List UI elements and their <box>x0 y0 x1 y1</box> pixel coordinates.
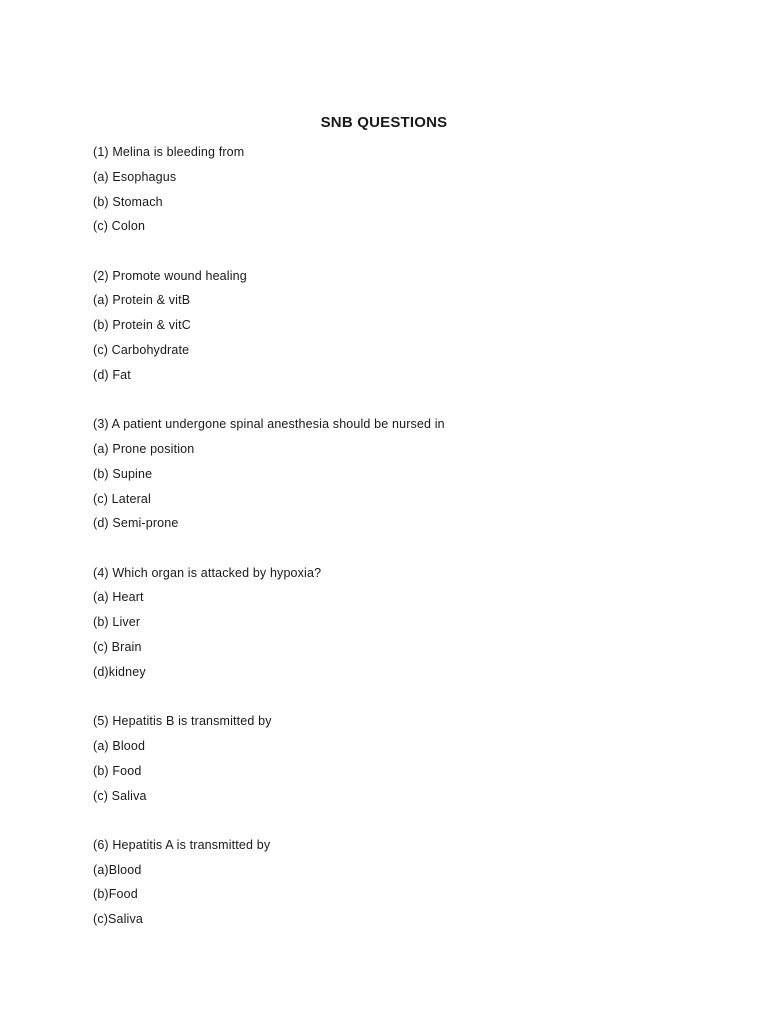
answer-option: (c) Colon <box>93 219 146 234</box>
question-2 <box>93 264 713 388</box>
answer-option: (c) Carbohydrate <box>93 343 190 358</box>
question-text: (2) Promote wound healing <box>93 268 247 283</box>
page-title: SNB QUESTIONS <box>320 114 448 131</box>
answer-option: (a) Prone position <box>93 441 195 456</box>
question-text: (5) Hepatitis B is transmitted by <box>93 714 272 729</box>
question-3 <box>93 412 713 536</box>
answer-option: (b) Stomach <box>93 194 163 209</box>
question-5 <box>93 709 713 808</box>
question-text: (3) A patient undergone spinal anesthesia should be nursed in <box>93 417 445 432</box>
answer-option: (a) Heart <box>93 590 144 605</box>
answer-option: (d) Fat <box>93 367 131 382</box>
question-text: (4) Which organ is attacked by hypoxia? <box>93 565 322 580</box>
answer-option: (b) Supine <box>93 466 153 481</box>
answer-option: (c) Brain <box>93 640 142 655</box>
question-text: (6) Hepatitis A is transmitted by <box>93 837 271 852</box>
answer-option: (b) Liver <box>93 615 141 630</box>
answer-option: (a)Blood <box>93 862 142 877</box>
answer-option: (b) Protein & vitC <box>93 318 191 333</box>
answer-option: (a) Blood <box>93 738 146 753</box>
answer-option: (a) Protein & vitB <box>93 293 191 308</box>
answer-option: (c)Saliva <box>93 912 143 927</box>
answer-option: (d)kidney <box>93 664 146 679</box>
answer-option: (d) Semi-prone <box>93 516 179 531</box>
answer-option: (c) Saliva <box>93 788 147 803</box>
answer-option: (a) Esophagus <box>93 169 177 184</box>
question-6 <box>93 833 713 932</box>
question-text: (1) Melina is bleeding from <box>93 145 245 159</box>
question-4 <box>93 561 713 685</box>
answer-option: (b) Food <box>93 763 142 778</box>
question-list <box>93 140 713 957</box>
answer-option: (c) Lateral <box>93 491 151 506</box>
question-1 <box>93 140 713 239</box>
answer-option: (b)Food <box>93 887 138 902</box>
